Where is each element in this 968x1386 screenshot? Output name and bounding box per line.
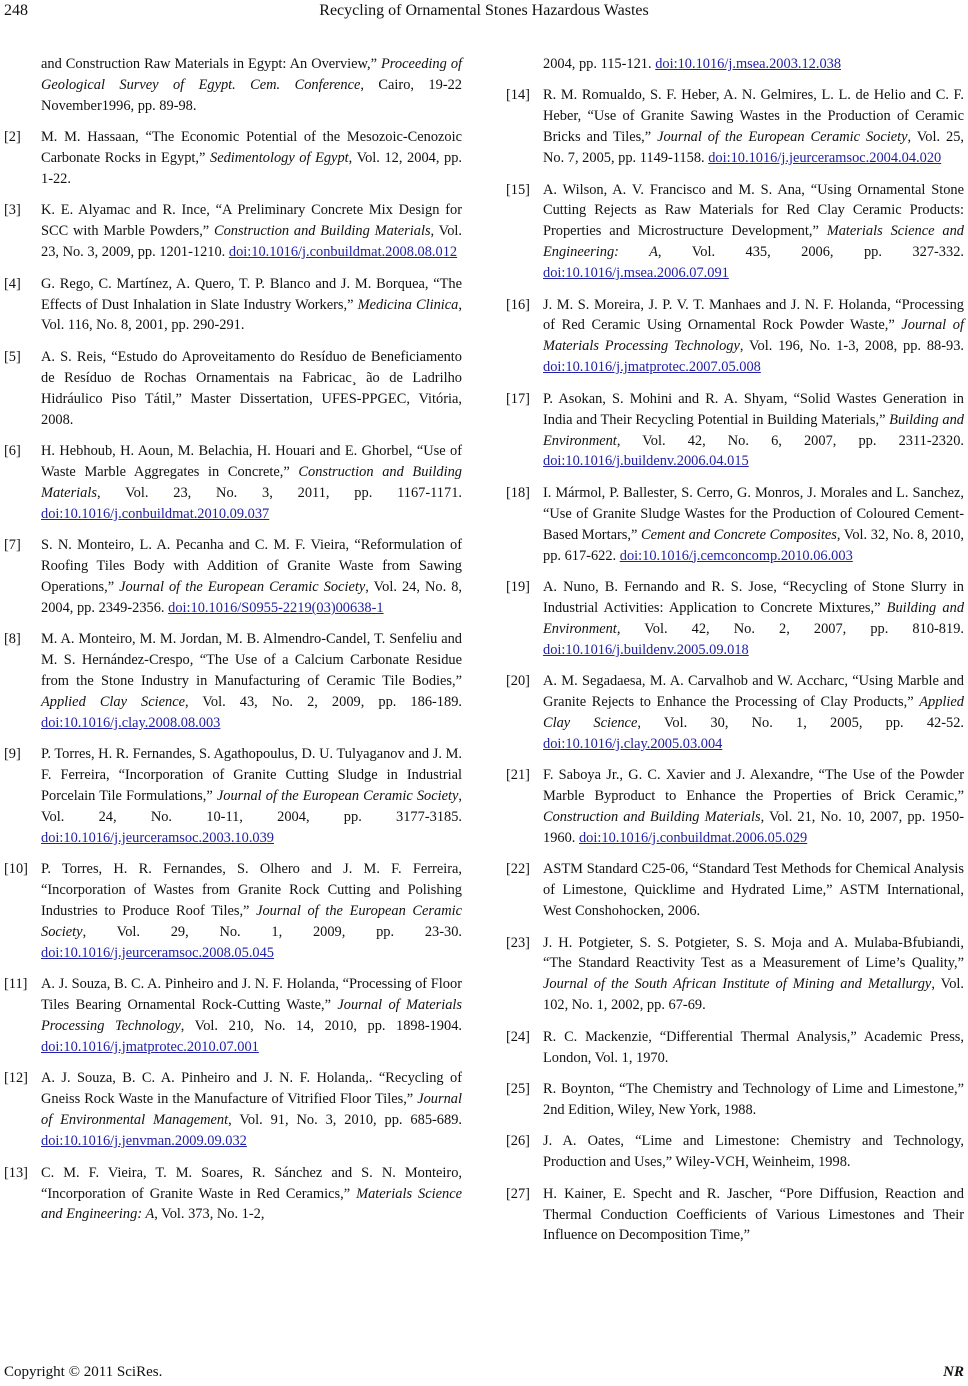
reference-number: [23] — [506, 934, 530, 951]
reference-details: , Vol. 116, No. 8, 2001, pp. 290-291. — [41, 296, 462, 334]
doi-link[interactable]: doi:10.1016/j.msea.2006.07.091 — [543, 265, 729, 282]
reference-details: , Vol. 24, No. 10-11, 2004, pp. 3177-3185. — [41, 788, 462, 825]
reference-number: [21] — [506, 767, 530, 784]
reference-authors-title: A. Nuno, B. Fernando and R. S. Jose, “Recycling of Stone Slurry in Industrial Activities: Application to Concrete Mixtures,” — [543, 578, 964, 616]
reference-authors-title: A. J. Souza, B. C. A. Pinheiro and J. N. F. Holanda, “Processing of Floor Tiles Bearing Ornamental Rock-Cutting Waste,” — [41, 976, 462, 1014]
reference-number: [17] — [506, 390, 530, 407]
reference-source: Journal of the European Ceramic Society — [41, 903, 462, 941]
page-number: 248 — [4, 2, 28, 19]
reference-authors-title: A. M. Segadaesa, M. A. Carvalhob and W. Accharc, “Using Marble and Granite Rejects to Enhance the Processing of Clay Products,” — [543, 673, 964, 710]
reference-text — [41, 127, 462, 190]
reference-authors-title: A. J. Souza, B. C. A. Pinheiro and J. N. F. Holanda,. “Recycling of Gneiss Rock Waste in the Manufacture of Vitrified Floor Tiles,” — [41, 1070, 462, 1108]
running-title: Recycling of Ornamental Stones Hazardous Wastes — [319, 2, 649, 19]
reference-number: [13] — [4, 1164, 28, 1181]
reference-authors-title: J. H. Potgieter, S. S. Potgieter, S. S. Moja and A. Mulaba-Bfubiandi, “The Standard Reactivity Test as a Measurement of Lime’s Quality,” — [543, 934, 964, 972]
reference-source: Cement and Concrete Composites — [640, 526, 837, 543]
doi-link[interactable]: doi:10.1016/j.jeurceramsoc.2003.10.039 — [41, 829, 275, 846]
reference-details: , Vol. 91, No. 3, 2010, pp. 685-689. — [228, 1112, 462, 1129]
reference-text — [543, 765, 964, 849]
reference-entry — [4, 1163, 462, 1226]
reference-source: Applied Clay Science — [41, 693, 185, 710]
continuation-text-end: , Cairo, 19-22 November1996, pp. 89-98. — [41, 76, 462, 114]
reference-number: [19] — [506, 578, 530, 595]
reference-authors-title: I. Mármol, P. Ballester, S. Cerro, G. Monros, J. Morales and L. Sanchez, “Use of Granite Sludge Wastes for the Production of Coloured Cement-Based Mortars,” — [543, 484, 964, 543]
reference-text — [41, 535, 462, 619]
reference-number: [26] — [506, 1133, 530, 1150]
page-footer — [0, 1364, 968, 1384]
reference-text — [41, 347, 462, 431]
doi-link[interactable]: doi:10.1016/j.jeurceramsoc.2008.05.045 — [41, 944, 275, 961]
reference-details: , Vol. 210, No. 14, 2010, pp. 1898-1904. — [180, 1018, 462, 1035]
reference-text — [41, 859, 462, 964]
continuation-text: and Construction Raw Materials in Egypt: An Overview,” — [41, 56, 382, 72]
reference-number: [16] — [506, 296, 530, 313]
reference-number: [12] — [4, 1070, 28, 1087]
reference-authors-title: K. E. Alyamac and R. Ince, “A Preliminary Concrete Mix Design for SCC with Marble Powders,” — [41, 202, 462, 240]
reference-list-right — [506, 85, 964, 1246]
doi-link[interactable]: doi:10.1016/j.jmatprotec.2007.05.008 — [543, 359, 761, 376]
reference-details: , Vol. 21, No. 10, 2007, pp. 1950-1960. — [543, 809, 964, 846]
reference-number: [7] — [4, 537, 21, 554]
reference-authors-title: ASTM Standard C25-06, “Standard Test Methods for Chemical Analysis of Limestone, Quicklime and Hydrated Lime,” ASTM International, West Conshohocken, 2006. — [543, 861, 964, 920]
journal-abbreviation: NR — [943, 1364, 964, 1380]
reference-text — [41, 974, 462, 1058]
reference-source: Building and Environment — [543, 599, 965, 637]
reference-details: , Vol. 32, No. 8, 2010, pp. 617-622. — [543, 526, 964, 564]
reference-entry — [506, 85, 964, 169]
reference-authors-title: R. M. Romualdo, S. F. Heber, A. N. Gelmires, L. L. de Helio and C. F. Heber, “Use of Granite Sawing Wastes in the Production of Ceramic Bricks and Tiles,” — [543, 87, 964, 146]
reference-text — [543, 577, 964, 661]
doi-link[interactable]: doi:10.1016/j.clay.2008.08.003 — [41, 714, 221, 731]
reference-number: [10] — [4, 861, 28, 878]
reference-details: , Vol. 373, No. 1-2, — [154, 1206, 265, 1223]
reference-text — [543, 389, 964, 473]
reference-entry — [506, 577, 964, 661]
reference-entry — [506, 1027, 964, 1069]
reference-details: , Vol. 102, No. 1, 2002, pp. 67-69. — [543, 976, 964, 1014]
reference-text — [41, 441, 462, 525]
doi-link[interactable]: doi:10.1016/S0955-2219(03)00638-1 — [168, 599, 384, 616]
reference-continuation-right — [506, 54, 964, 75]
reference-authors-title: R. Boynton, “The Chemistry and Technology of Lime and Limestone,” 2nd Edition, Wiley, New York, 1988. — [543, 1080, 964, 1118]
reference-text — [543, 1079, 964, 1121]
reference-text — [41, 1068, 462, 1152]
reference-text — [543, 295, 964, 379]
reference-authors-title: G. Rego, C. Martínez, A. Quero, T. P. Blanco and J. M. Borquea, “The Effects of Dust Inhalation in Slate Industry Workers,” — [41, 275, 462, 313]
reference-number: [22] — [506, 861, 530, 878]
reference-source: Journal of the European Ceramic Society — [119, 578, 366, 595]
reference-number: [3] — [4, 202, 21, 219]
reference-source: Building and Environment — [543, 411, 964, 449]
reference-text — [543, 85, 964, 169]
reference-source: Applied Clay Science — [543, 693, 964, 731]
reference-number: [25] — [506, 1080, 530, 1097]
reference-entry — [4, 347, 462, 431]
reference-source: Journal of Environmental Management — [41, 1091, 462, 1129]
reference-entry — [506, 859, 964, 922]
reference-number: [4] — [4, 275, 21, 292]
reference-entry — [506, 180, 964, 285]
reference-details: , Vol. 23, No. 3, 2009, pp. 1201-1210. — [41, 223, 462, 261]
reference-number: [9] — [4, 746, 21, 763]
reference-details: , Vol. 43, No. 2, 2009, pp. 186-189. — [185, 693, 462, 710]
reference-number: [27] — [506, 1185, 530, 1202]
continuation-italic: Proceeding of Geological Survey of Egypt. Cem. Conference — [41, 56, 463, 93]
reference-source: Materials Science and Engineering: A — [543, 223, 965, 261]
reference-details: , Vol. 23, No. 3, 2011, pp. 1167-1171. — [96, 484, 462, 501]
reference-entry — [4, 200, 462, 263]
reference-entry — [4, 629, 462, 734]
reference-authors-title: P. Torres, H. R. Fernandes, S. Agathopoulus, D. U. Tulyaganov and J. M. F. Ferreira, “Incorporation of Granite Cutting Sludge in Industrial Porcelain Tile Formulations,” — [41, 746, 462, 805]
reference-source: Construction and Building Materials — [543, 809, 761, 825]
reference-number: [8] — [4, 631, 21, 648]
reference-details: , Vol. 29, No. 1, 2009, pp. 23-30. — [82, 924, 462, 941]
reference-source: Materials Science and Engineering: A — [41, 1185, 462, 1223]
reference-text — [41, 629, 462, 734]
reference-details: , Vol. 12, 2004, pp. 1-22. — [41, 150, 462, 188]
reference-text — [543, 933, 964, 1017]
doi-link[interactable]: doi:10.1016/j.buildenv.2006.04.015 — [543, 453, 749, 470]
reference-entry — [506, 1184, 964, 1247]
reference-authors-title: P. Torres, H. R. Fernandes, S. Olhero and J. M. F. Ferreira, “Incorporation of Wastes from Granite Rock Cutting and Polishing Industries to Produce Roof Tiles,” — [41, 861, 462, 920]
reference-source: Medicina Clinica — [357, 296, 459, 313]
reference-list-left — [4, 127, 462, 1225]
reference-number: [24] — [506, 1028, 530, 1045]
doi-link[interactable]: doi:10.1016/j.jenvman.2009.09.032 — [41, 1133, 247, 1150]
doi-link[interactable]: doi:10.1016/j.cemconcomp.2010.06.003 — [619, 547, 853, 564]
reference-authors-title: H. Hebhoub, H. Aoun, M. Belachia, H. Houari and E. Ghorbel, “Use of Waste Marble Aggregates in Concrete,” — [41, 443, 462, 480]
reference-details: , Vol. 196, No. 1-3, 2008, pp. 88-93. — [739, 338, 964, 355]
doi-link[interactable]: doi:10.1016/j.jeurceramsoc.2004.04.020 — [708, 150, 942, 167]
reference-number: [6] — [4, 443, 21, 459]
reference-details: , Vol. 435, 2006, pp. 327-332. — [657, 244, 964, 261]
reference-number: [20] — [506, 673, 530, 690]
doi-link[interactable]: doi:10.1016/j.jmatprotec.2010.07.001 — [41, 1039, 259, 1056]
reference-source: Journal of the European Ceramic Society — [216, 788, 459, 805]
reference-entry — [506, 389, 964, 473]
reference-continuation — [4, 54, 462, 117]
doi-link[interactable]: doi:10.1016/j.conbuildmat.2006.05.029 — [578, 829, 808, 846]
copyright-notice: Copyright © 2011 SciRes. — [4, 1364, 163, 1380]
reference-number: [15] — [506, 181, 530, 198]
reference-source: Journal of Materials Processing Technology — [543, 317, 964, 355]
reference-number: [2] — [4, 129, 21, 146]
reference-authors-title: C. M. F. Vieira, T. M. Soares, R. Sánchez and S. N. Monteiro, “Incorporation of Granite Waste in Red Ceramics,” — [41, 1164, 462, 1202]
reference-authors-title: A. Wilson, A. V. Francisco and M. S. Ana, “Using Ornamental Stone Cutting Rejects as Raw Materials for Red Clay Ceramic Products: Properties and Microstructure Development,” — [543, 181, 964, 240]
reference-number: [11] — [4, 976, 28, 993]
reference-authors-title: H. Kainer, E. Specht and R. Jascher, “Pore Diffusion, Reaction and Thermal Conduction Coefficients of Various Limestones and Their Influence on Decomposition Time,” — [543, 1185, 964, 1244]
reference-entry — [4, 974, 462, 1058]
reference-entry — [4, 744, 462, 849]
doi-link[interactable]: doi:10.1016/j.buildenv.2005.09.018 — [543, 641, 749, 658]
reference-details: , Vol. 25, No. 7, 2005, pp. 1149-1158. — [543, 129, 964, 167]
reference-authors-title: A. S. Reis, “Estudo do Aproveitamento do Resíduo de Beneficiamento de Resíduo de Rochas Ornamentais na Fabricac¸ ão de Ladrilho Hidráulico Piso Tátil,” Master Dissertation, UFES-PPGEC, Vitória, 2008. — [41, 348, 462, 428]
reference-text — [543, 180, 964, 285]
reference-entry — [506, 933, 964, 1017]
reference-authors-title: P. Asokan, S. Mohini and R. A. Shyam, “Solid Wastes Generation in India and Their Recycling Potential in Building Materials,” — [543, 390, 964, 428]
reference-text — [543, 1027, 964, 1069]
reference-details: , Vol. 24, No. 8, 2004, pp. 2349-2356. — [41, 578, 462, 616]
reference-text — [543, 859, 964, 922]
reference-entry — [4, 441, 462, 525]
reference-number: [5] — [4, 348, 21, 365]
doi-link[interactable]: doi:10.1016/j.conbuildmat.2010.09.037 — [41, 505, 270, 522]
doi-link[interactable]: doi:10.1016/j.conbuildmat.2008.08.012 — [228, 244, 458, 261]
reference-authors-title: M. M. Hassaan, “The Economic Potential of the Mesozoic-Cenozoic Carbonate Rocks in Egypt,” — [41, 129, 462, 167]
reference-entry — [4, 274, 462, 337]
reference-text — [41, 744, 462, 849]
reference-entry — [4, 859, 462, 964]
reference-source: Journal of Materials Processing Technology — [41, 997, 462, 1035]
reference-entry — [506, 483, 964, 567]
doi-link[interactable]: doi:10.1016/j.clay.2005.03.004 — [543, 735, 723, 752]
continuation-text: 2004, pp. 115-121. — [543, 56, 656, 72]
reference-details: , Vol. 42, No. 6, 2007, pp. 2311-2320. — [616, 432, 964, 449]
reference-number: [18] — [506, 484, 530, 501]
page-header — [0, 0, 968, 26]
reference-number: [14] — [506, 87, 530, 104]
reference-details: , Vol. 42, No. 2, 2007, pp. 810-819. — [616, 620, 964, 637]
reference-authors-title: J. M. S. Moreira, J. P. V. T. Manhaes and J. N. F. Holanda, “Processing of Red Ceramic Using Ornamental Rock Powder Waste,” — [543, 296, 964, 334]
reference-source: Journal of the European Ceramic Society — [657, 129, 908, 146]
reference-text — [543, 1131, 964, 1173]
reference-text — [41, 1163, 462, 1226]
reference-entry — [506, 1131, 964, 1173]
left-column — [4, 54, 462, 1236]
doi-link[interactable]: doi:10.1016/j.msea.2003.12.038 — [655, 56, 842, 72]
reference-text — [543, 483, 964, 567]
reference-text — [41, 200, 462, 263]
reference-entry — [4, 535, 462, 619]
right-column — [506, 54, 964, 1257]
reference-entry — [4, 127, 462, 190]
reference-entry — [506, 1079, 964, 1121]
reference-text — [543, 1184, 964, 1247]
reference-source: Construction and Building Materials — [41, 463, 462, 501]
reference-source: Sedimentology of Egypt — [210, 150, 349, 167]
reference-authors-title: J. A. Oates, “Lime and Limestone: Chemistry and Technology, Production and Uses,” Wiley-VCH, Weinheim, 1998. — [543, 1133, 964, 1171]
reference-details: , Vol. 30, No. 1, 2005, pp. 42-52. — [637, 714, 965, 731]
reference-authors-title: R. C. Mackenzie, “Differential Thermal Analysis,” Academic Press, London, Vol. 1, 1970. — [543, 1028, 964, 1066]
reference-entry — [506, 671, 964, 755]
reference-text — [41, 274, 462, 337]
reference-authors-title: F. Saboya Jr., G. C. Xavier and J. Alexandre, “The Use of the Powder Marble Byproduct to Enhance the Properties of Brick Ceramic,” — [543, 767, 964, 805]
reference-text — [543, 671, 964, 755]
reference-entry — [506, 765, 964, 849]
reference-source: Construction and Building Materials — [213, 223, 431, 240]
reference-entry — [506, 295, 964, 379]
reference-entry — [4, 1068, 462, 1152]
reference-authors-title: M. A. Monteiro, M. M. Jordan, M. B. Almendro-Candel, T. Senfeliu and M. S. Hernández-Crespo, “The Use of a Calcium Carbonate Residue from the Stone Industry in Manufacturing of Ceramic Tile Bodies,” — [41, 631, 462, 690]
reference-authors-title: S. N. Monteiro, L. A. Pecanha and C. M. F. Vieira, “Reformulation of Roofing Tiles Body with Addition of Granite Waste from Sawing Operations,” — [41, 537, 462, 595]
reference-source: Journal of the South African Institute of Mining and Metallurgy — [543, 976, 932, 993]
